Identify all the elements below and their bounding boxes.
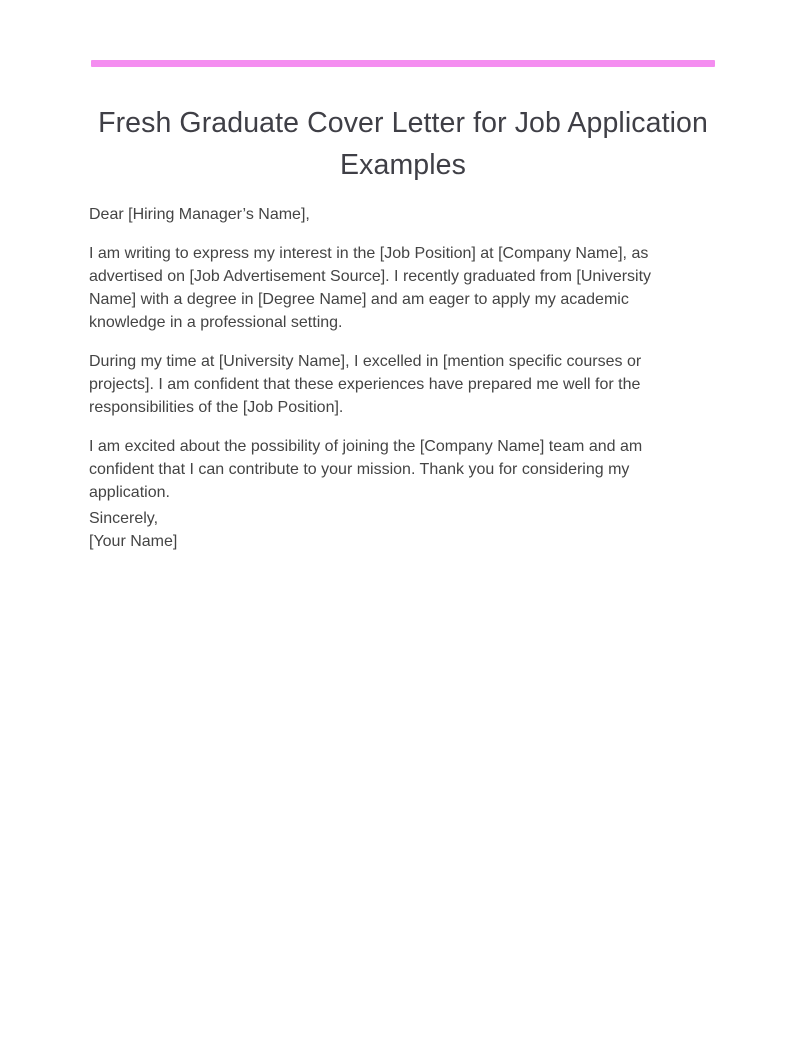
paragraph-experience: During my time at [University Name], I excelled in [mention specific courses or projects]. I am confident that these experiences have prepared me well for the responsibilities of the [Job Position].	[89, 353, 642, 416]
signature: [Your Name]	[89, 533, 178, 550]
document-title: Fresh Graduate Cover Letter for Job Application Examples	[98, 107, 708, 181]
closing: Sincerely,	[89, 510, 159, 527]
accent-bar	[91, 60, 715, 67]
paragraph-intro: I am writing to express my interest in the [Job Position] at [Company Name], as advertised on [Job Advertisement Source]. I recently graduated from [University Name] with a degree in [Degree Name] and am eager to apply my academic knowledge in a professional setting.	[89, 245, 652, 331]
salutation: Dear [Hiring Manager’s Name],	[89, 206, 310, 223]
letter-body	[89, 203, 669, 569]
sign-off	[89, 507, 669, 553]
paragraph-closing: I am excited about the possibility of joining the [Company Name] team and am confident that I can contribute to your mission. Thank you for considering my application.	[89, 438, 643, 501]
